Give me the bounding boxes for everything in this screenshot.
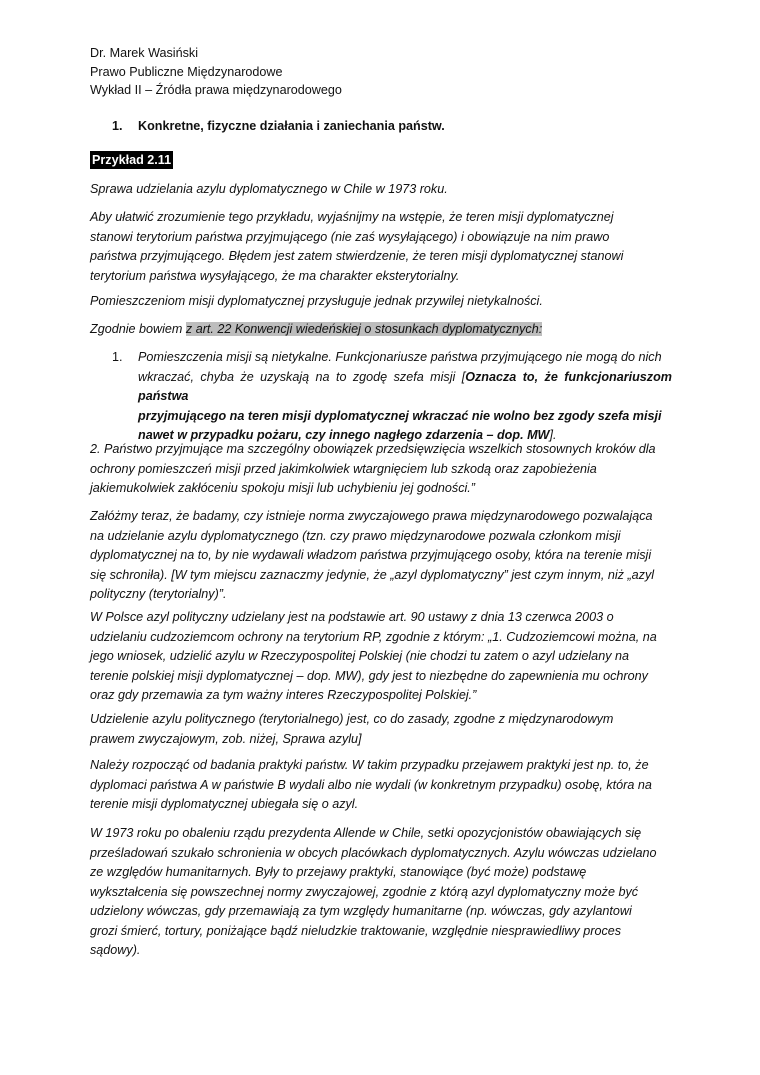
paragraph-line: W Polsce azyl polityczny udzielany jest na podstawie art. 90 ustawy z dnia 13 czerwca 2003 o (90, 610, 614, 624)
list-line: ]. (549, 428, 557, 442)
paragraph-line: grozi śmierć, tortury, poniżające bądź nieludzkie traktowanie, względnie niesprawiedliwy proces (90, 923, 622, 938)
paragraph-line: Aby ułatwić zrozumienie tego przykładu, wyjaśnijmy na wstępie, że teren misji dyplomatycznej (90, 210, 614, 224)
paragraph-line: polityczny (terytorialny)”. (90, 587, 227, 601)
paragraph-line: państwa przyjmującego. Błędem jest zatem stwierdzenie, że teren misji dyplomatycznej stanowi (90, 249, 624, 263)
paragraph-line: jakiemukolwiek zakłóceniu spokoju misji lub uchybieniu jej godności.” (90, 481, 476, 495)
paragraph-line: W 1973 roku po obaleniu rządu prezydenta Allende w Chile, setki opozycjonistów obawiających się (90, 826, 642, 840)
paragraph-line: wykształcenia się powszechnej normy zwyczajowej, zgodnie z którą azyl dyplomatyczny może być (90, 884, 639, 899)
bold-comment: nawet w przypadku pożaru, czy innego nagłego zdarzenia – dop. MW (138, 428, 550, 442)
bold-comment: przyjmującego na teren misji dyplomatycznej wkraczać nie wolno bez zgody szefa misji (138, 408, 662, 423)
paragraph-line: dyplomaci państwa A w państwie B wydali albo nie wydali (w konkretnym przypadku) osobę, która na (90, 777, 652, 792)
paragraph-line: terytorium państwa wysyłającego, że ma charakter eksterytorialny. (90, 268, 460, 283)
paragraph-line: udzielony wówczas, gdy przemawiają za tym względy humanitarne (np. wówczas, gdy azylantowi (90, 904, 632, 918)
section-title: Konkretne, fizyczne działania i zaniechania państw. (138, 119, 445, 133)
section-heading (112, 117, 445, 137)
section-number: 1. (112, 119, 123, 133)
paragraph-polish-law (90, 608, 680, 706)
paragraph-line: ze względów humanitarnych. Były to przejawy praktyki, stanowiące (być może) podstawę (90, 865, 587, 879)
paragraph-line: na udzielanie azylu dyplomatycznego (tzn. czy prawo międzynarodowe pozwala członkom misji (90, 528, 621, 543)
paragraph-text: Zgodnie bowiem (90, 322, 186, 336)
paragraph-line: jego wniosek, udzielić azylu w Rzeczypospolitej Polskiej (nie chodzi tu zatem o azyl udzielany na (90, 649, 629, 663)
paragraph-line: Udzielenie azylu politycznego (terytorialnego) jest, co do zasady, zgodne z międzynarodowym (90, 712, 614, 726)
paragraph-text: Sprawa udzielania azylu dyplomatycznego w Chile w 1973 roku. (90, 182, 448, 196)
example-label: Przykład 2.11 (92, 153, 172, 167)
paragraph-line: ochrony pomieszczeń misji przed jakimkolwiek wtargnięciem lub szkodą oraz zapobieżenia (90, 461, 597, 476)
paragraph-line: Należy rozpocząć od badania praktyki państw. W takim przypadku przejawem praktyki jest np. to, że (90, 758, 649, 772)
paragraph-territorial-asylum (90, 710, 680, 749)
bold-comment: Oznacza to, że funkcjonariuszom państwa (138, 369, 672, 403)
highlighted-citation: z art. 22 Konwencji wiedeńskiej o stosunkach dyplomatycznych: (185, 322, 543, 336)
list-number: 1. (112, 350, 123, 364)
paragraph-line: terenie misji dyplomatycznej ubiegała się o azyl. (90, 797, 359, 811)
paragraph-chile-1973 (90, 824, 680, 961)
paragraph-intro (90, 180, 680, 200)
paragraph-convention (90, 320, 680, 340)
list-line: wkraczać, chyba że uzyskają na to zgodę szefa misji [ (138, 369, 466, 384)
paragraph-line: 2. Państwo przyjmujące ma szczególny obowiązek przedsięwzięcia wszelkich stosownych kroków dla (90, 442, 656, 456)
paragraph-text: Pomieszczeniom misji dyplomatycznej przysługuje jednak przywilej nietykalności. (90, 294, 543, 308)
paragraph-line: oraz gdy przemawia za tym ważny interes Rzeczypospolitej Polskiej.” (90, 688, 477, 702)
list-line: Pomieszczenia misji są nietykalne. Funkcjonariusze państwa przyjmującego nie mogą do nich (138, 350, 662, 364)
paragraph-line: się schroniła). [W tym miejscu zaznaczmy jedynie, że „azyl dyplomatyczny” jest czym innym, niż „azyl (90, 567, 655, 582)
document-header (90, 44, 342, 100)
paragraph-customary-norm (90, 507, 680, 605)
paragraph-line: sądowy). (90, 943, 141, 957)
course-line: Prawo Publiczne Międzynarodowe (90, 64, 283, 79)
paragraph-line: prześladowań szukało schronienia w obcych placówkach dyplomatycznych. Azylu wówczas udzielano (90, 845, 657, 860)
paragraph-line: stanowi terytorium państwa przyjmującego (nie zaś wysyłającego) i obowiązuje na nim prawo (90, 229, 610, 244)
paragraph-territory (90, 208, 680, 286)
paragraph-inviolability (90, 292, 680, 312)
list-item-1 (112, 348, 672, 446)
paragraph-line: dyplomatycznej na to, by nie wydawali władzom państwa przyjmującego osoby, która na terenie misji (90, 548, 652, 562)
paragraph-line: terenie polskiej misji dyplomatycznej – dop. MW), gdy jest to niezbędne do zapewnienia mu ochrony (90, 668, 648, 683)
paragraph-state-practice (90, 756, 680, 815)
paragraph-line: udzielaniu cudzoziemcom ochrony na terytorium RP, zgodnie z którym: „1. Cudzoziemcowi można, na (90, 629, 657, 644)
paragraph-article-22-2 (90, 440, 680, 499)
paragraph-line: Załóżmy teraz, że badamy, czy istnieje norma zwyczajowego prawa międzynarodowego pozwalająca (90, 509, 653, 523)
paragraph-line: prawem zwyczajowym, zob. niżej, Sprawa azylu] (90, 731, 362, 746)
author-line: Dr. Marek Wasiński (90, 46, 198, 60)
lecture-line: Wykład II – Źródła prawa międzynarodowego (90, 83, 342, 97)
